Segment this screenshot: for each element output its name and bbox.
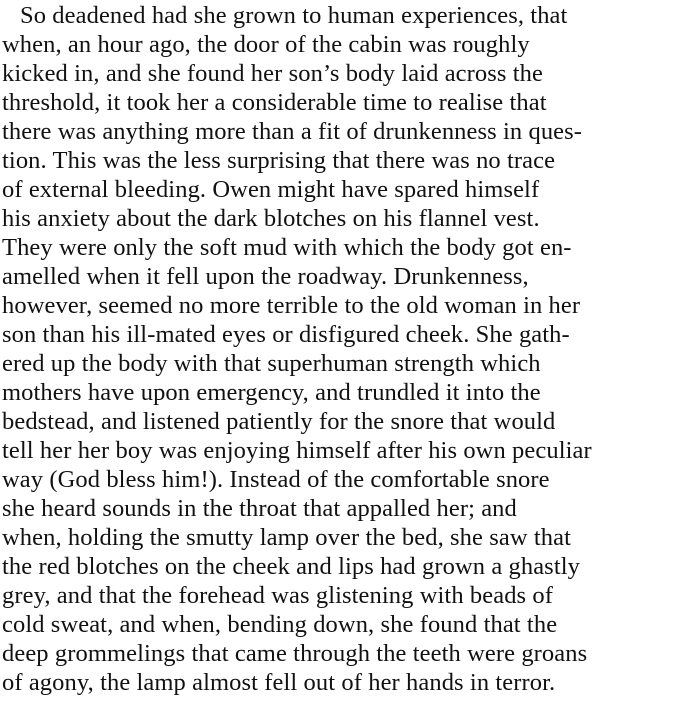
- text-line: she heard sounds in the throat that appalled her; and: [2, 495, 517, 522]
- text-line: ered up the body with that superhuman strength which: [2, 350, 541, 377]
- text-line: son than his ill-mated eyes or disfigured cheek. She gath-: [2, 321, 570, 348]
- text-line: there was anything more than a fit of drunkenness in ques-: [2, 118, 583, 145]
- text-line: threshold, it took her a considerable time to realise that: [2, 89, 547, 116]
- text-line: of agony, the lamp almost fell out of her hands in terror.: [2, 669, 556, 696]
- text-line: tion. This was the less surprising that there was no trace: [2, 147, 556, 174]
- text-line: of external bleeding. Owen might have spared himself: [2, 176, 540, 203]
- text-line: kicked in, and she found her son’s body laid across the: [2, 60, 543, 87]
- text-line: They were only the soft mud with which the body got en-: [2, 234, 572, 261]
- text-line: the red blotches on the cheek and lips had grown a ghastly: [2, 553, 580, 580]
- text-line: bedstead, and listened patiently for the snore that would: [2, 408, 556, 435]
- text-line: mothers have upon emergency, and trundled it into the: [2, 379, 541, 406]
- text-line: cold sweat, and when, bending down, she found that the: [2, 611, 558, 638]
- text-line: however, seemed no more terrible to the old woman in her: [2, 292, 581, 319]
- text-line: So deadened had she grown to human experiences, that: [20, 2, 568, 29]
- text-line: deep grommelings that came through the teeth were groans: [2, 640, 588, 667]
- text-line: grey, and that the forehead was glistening with beads of: [2, 582, 554, 609]
- text-line: when, an hour ago, the door of the cabin was roughly: [2, 31, 530, 58]
- text-line: tell her her boy was enjoying himself after his own peculiar: [2, 437, 592, 464]
- text-line: amelled when it fell upon the roadway. Drunkenness,: [2, 263, 529, 290]
- text-line: way (God bless him!). Instead of the comfortable snore: [2, 466, 550, 493]
- text-line: his anxiety about the dark blotches on his flannel vest.: [2, 205, 540, 232]
- text-line: when, holding the smutty lamp over the bed, she saw that: [2, 524, 571, 551]
